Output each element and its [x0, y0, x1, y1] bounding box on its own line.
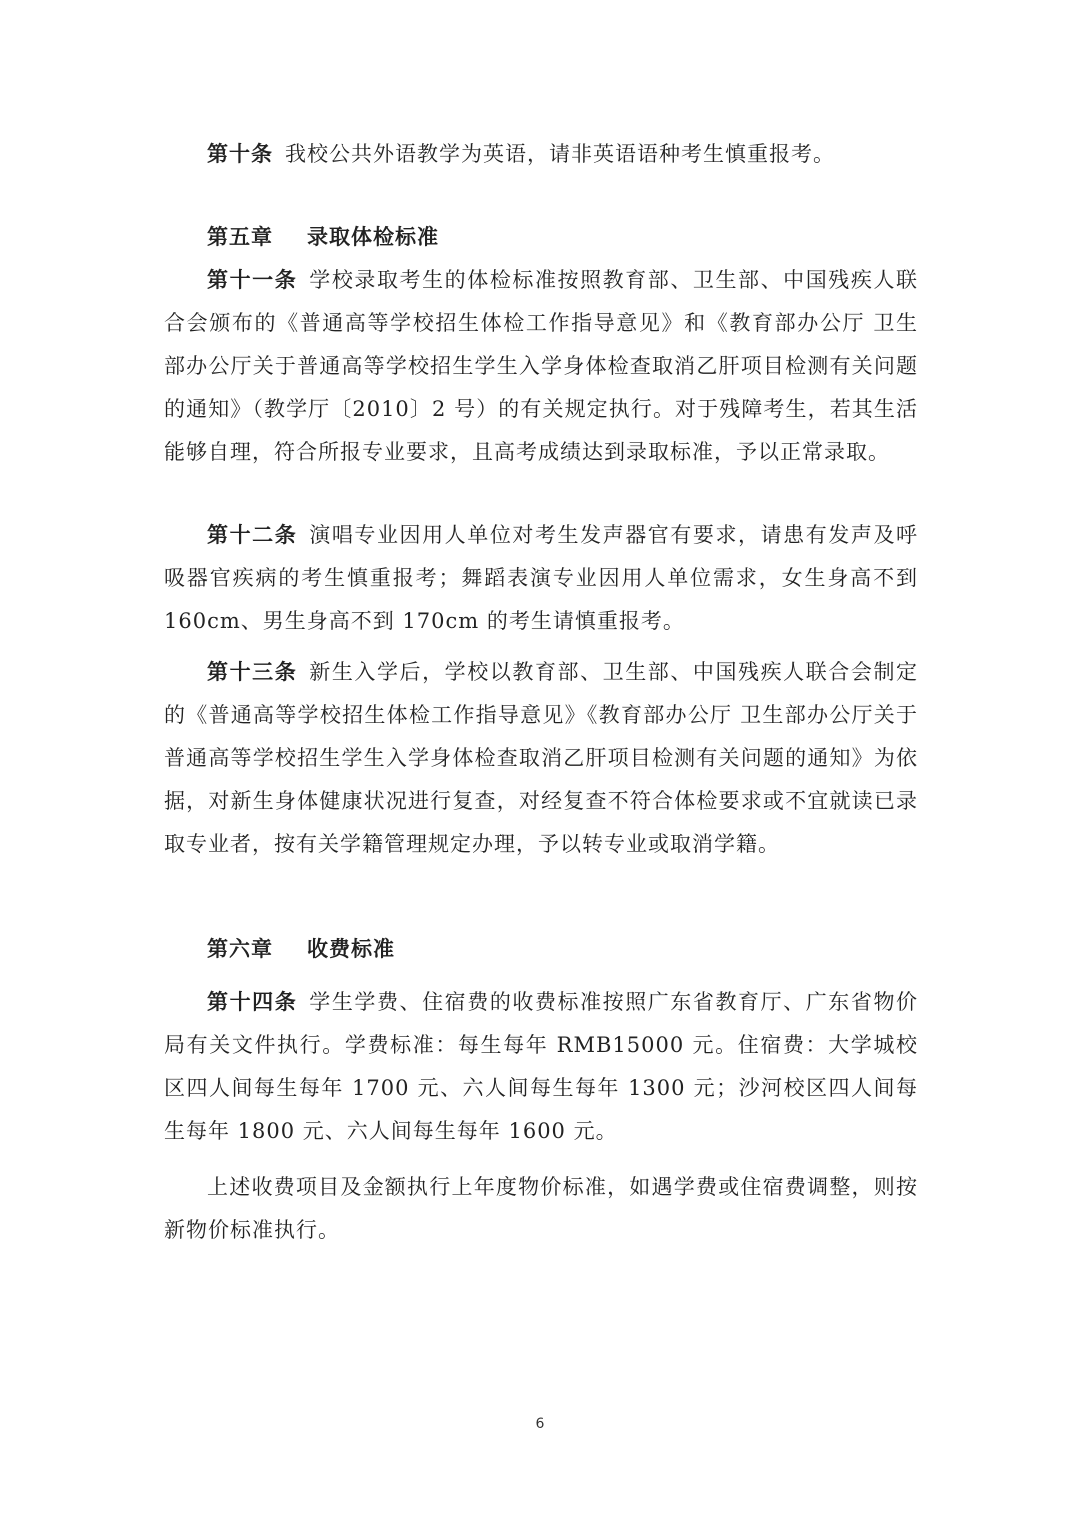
chapter-5-number: 第五章: [207, 224, 273, 249]
article-10-text: 我校公共外语教学为英语，请非英语语种考生慎重报考。: [285, 142, 835, 166]
chapter-5-heading: [207, 215, 439, 258]
article-11-lead: 第十一条: [207, 267, 298, 292]
article-14-lead: 第十四条: [207, 989, 298, 1014]
article-13-lead: 第十三条: [207, 659, 298, 684]
article-12-lead: 第十二条: [207, 522, 298, 547]
chapter-6-number: 第六章: [207, 936, 273, 961]
article-14: [164, 980, 918, 1153]
article-12: [164, 513, 918, 643]
chapter-6-title: 收费标准: [307, 936, 395, 961]
article-12-text: 演唱专业因用人单位对考生发声器官有要求，请患有发声及呼吸器官疾病的考生慎重报考；舞蹈表演专业因用人单位需求，女生身高不到 160cm、男生身高不到 170cm 的考生请慎重报考。: [164, 523, 919, 633]
article-10-lead: 第十条: [207, 141, 273, 166]
article-13: [164, 650, 918, 866]
article-14-text: 学生学费、住宿费的收费标准按照广东省教育厅、广东省物价局有关文件执行。学费标准：每生每年 RMB15000 元。住宿费：大学城校区四人间每生每年 1700 元、六人间每生每年 1300 元；沙河校区四人间每生每年 1800 元、六人间每生每年 1600 元。: [164, 990, 919, 1143]
page-number: 6: [535, 1416, 545, 1432]
article-10: [164, 132, 918, 176]
article-13-text: 新生入学后，学校以教育部、卫生部、中国残疾人联合会制定的《普通高等学校招生体检工作指导意见》《教育部办公厅 卫生部办公厅关于普通高等学校招生学生入学身体检查取消乙肝项目检测有关问题的通知》为依据，对新生身体健康状况进行复查，对经复查不符合体检要求或不宜就读已录取专业者，按有关学籍管理规定办理，予以转专业或取消学籍。: [164, 660, 919, 856]
article-11-text: 学校录取考生的体检标准按照教育部、卫生部、中国残疾人联合会颁布的《普通高等学校招生体检工作指导意见》和《教育部办公厅 卫生部办公厅关于普通高等学校招生学生入学身体检查取消乙肝项目检测有关问题的通知》（教学厅〔2010〕2 号）的有关规定执行。对于残障考生，若其生活能够自理，符合所报专业要求，且高考成绩达到录取标准，予以正常录取。: [164, 268, 919, 464]
chapter-6-heading: [207, 927, 395, 970]
chapter-5-title: 录取体检标准: [307, 224, 439, 249]
fee-note: [164, 1166, 918, 1252]
article-11: [164, 258, 918, 474]
fee-note-text: 上述收费项目及金额执行上年度物价标准，如遇学费或住宿费调整，则按新物价标准执行。: [164, 1175, 918, 1242]
